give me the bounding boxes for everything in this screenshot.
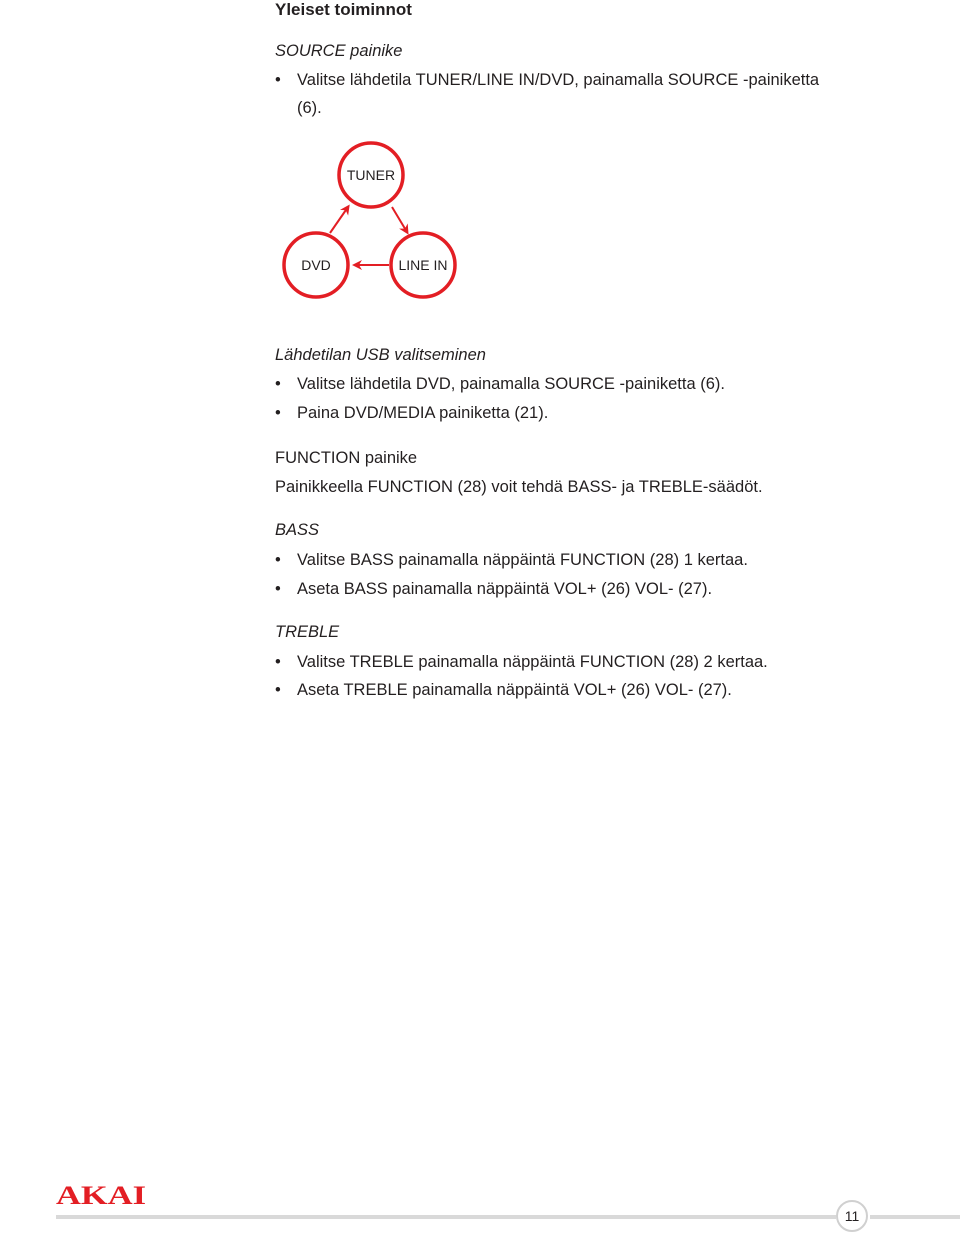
usb-bullet-1-text: Valitse lähdetila DVD, painamalla SOURCE -painiketta (6). <box>297 375 725 393</box>
bass-bullet-1-text: Valitse BASS painamalla näppäintä FUNCTION (28) 1 kertaa. <box>297 551 748 569</box>
treble-bullet-2-dot: • <box>275 681 281 699</box>
source-section-title: SOURCE painike <box>275 42 403 60</box>
page-number: 11 <box>844 1208 860 1224</box>
function-section-text: Painikkeella FUNCTION (28) voit tehdä BASS- ja TREBLE-säädöt. <box>275 478 763 496</box>
treble-bullet-2-text: Aseta TREBLE painamalla näppäintä VOL+ (26) VOL- (27). <box>297 681 732 699</box>
page-number-badge <box>836 1200 868 1232</box>
function-section-title: FUNCTION painike <box>275 449 418 467</box>
usb-bullet-1-dot: • <box>275 375 281 393</box>
treble-bullet-1-dot: • <box>275 653 281 671</box>
bass-section-title: BASS <box>275 521 320 539</box>
dvd-label: DVD <box>301 257 331 273</box>
footer-divider <box>56 1215 836 1219</box>
source-bullet-dot: • <box>275 71 281 89</box>
footer-divider-right <box>870 1215 960 1219</box>
source-bullet-text-line-2: (6). <box>297 99 322 117</box>
usb-bullet-2-text: Paina DVD/MEDIA painiketta (21). <box>297 404 549 422</box>
line-in-label: LINE IN <box>398 257 448 273</box>
arrow-dvd-to-tuner <box>330 207 348 233</box>
arrow-tuner-to-line-in <box>392 207 407 232</box>
akai-logo <box>56 1182 148 1208</box>
treble-bullet-1-text: Valitse TREBLE painamalla näppäintä FUNCTION (28) 2 kertaa. <box>297 653 768 671</box>
treble-section-title: TREBLE <box>275 623 340 641</box>
usb-section-title: Lähdetilan USB valitseminen <box>275 346 486 364</box>
bass-bullet-2-text: Aseta BASS painamalla näppäintä VOL+ (26) VOL- (27). <box>297 580 713 598</box>
source-cycle-diagram <box>270 140 480 310</box>
source-bullet-text-line-1: Valitse lähdetila TUNER/LINE IN/DVD, painamalla SOURCE -painiketta <box>297 71 820 89</box>
bass-bullet-1-dot: • <box>275 551 281 569</box>
usb-bullet-2-dot: • <box>275 404 281 422</box>
page-heading: Yleiset toiminnot <box>275 0 412 19</box>
tuner-label: TUNER <box>346 167 396 183</box>
bass-bullet-2-dot: • <box>275 580 281 598</box>
akai-logo-text: AKAI <box>56 1182 146 1208</box>
